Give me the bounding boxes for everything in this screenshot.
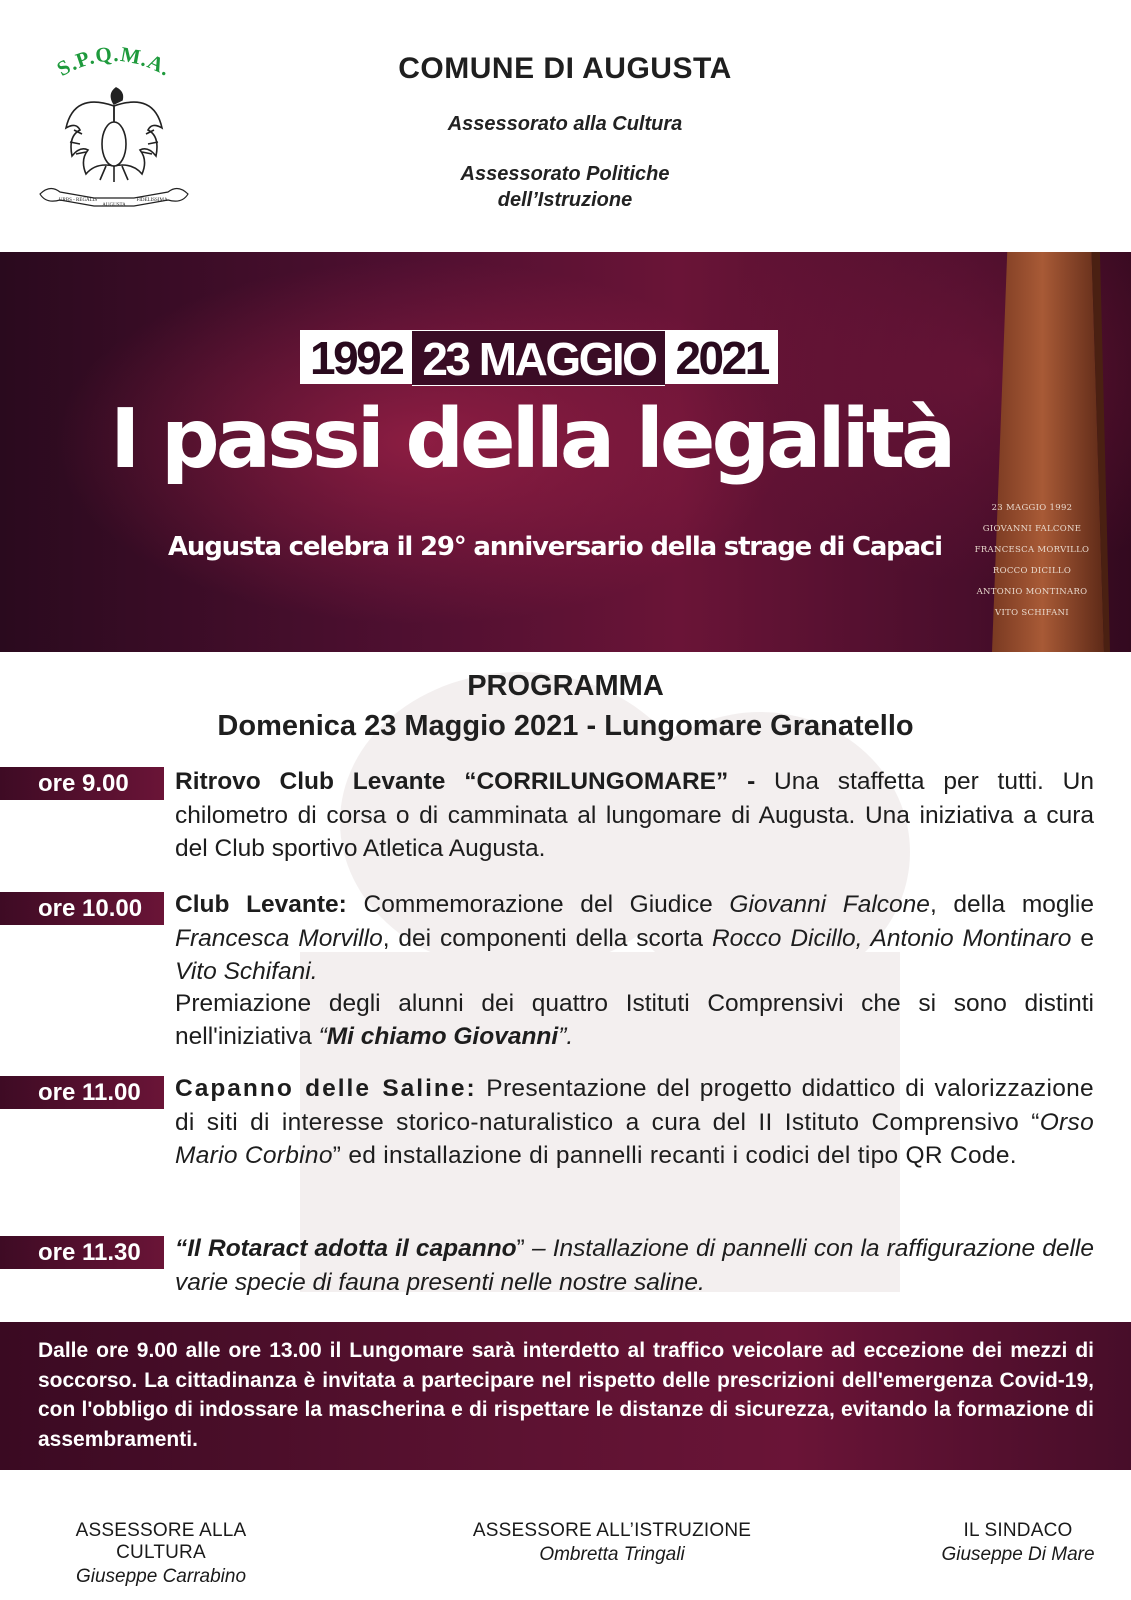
year-start-box: 1992 bbox=[300, 330, 412, 384]
program-title: PROGRAMMA bbox=[467, 670, 664, 702]
notice-text: Dalle ore 9.00 alle ore 13.00 il Lungomare sarà interdetto al traffico veicolare ad eccezione dei mezzi di soccorso. La cittadinanza è invitata a partecipare nel rispetto delle prescrizioni dell'emergenza Covid-19, con l'obbligo di indossare la mascherina e di rispettare le distanze di sicurezza, evitando la formazione di assembramenti. bbox=[38, 1339, 1094, 1451]
event-description bbox=[175, 1232, 1094, 1299]
signature-cultura bbox=[36, 1520, 286, 1588]
event-heading: “Il Rotaract adotta il capanno bbox=[175, 1235, 517, 1262]
time-badge: ore 11.00 bbox=[0, 1076, 164, 1109]
time-badge: ore 9.00 bbox=[0, 767, 164, 800]
person-name: Francesca Morvillo bbox=[175, 924, 383, 952]
logo-ribbon-mid: AUGUSTA bbox=[102, 203, 126, 208]
person-name: Vito Schifani. bbox=[175, 958, 318, 985]
event-body: e bbox=[1071, 924, 1094, 952]
event-body: – Installazione di pannelli con la raffigurazione delle varie specie di fauna presenti nelle nostre saline. bbox=[175, 1235, 1094, 1296]
initiative-name: Mi chiamo Giovanni bbox=[326, 1023, 559, 1050]
header-assessorato-istruzione-1: Assessorato Politiche bbox=[460, 163, 670, 185]
signature-role: ASSESSORE ALL’ISTRUZIONE bbox=[472, 1520, 752, 1541]
event-heading: Capanno delle Saline: bbox=[175, 1075, 477, 1102]
quote-mark: ” bbox=[516, 1235, 525, 1262]
signature-name: Ombretta Tringali bbox=[539, 1544, 685, 1565]
event-body: Una staffetta per tutti. Un chilometro di corsa o di camminata al lungomare di Augusta. Una iniziativa a cura del Club sportivo Atletica Augusta. bbox=[175, 768, 1094, 862]
banner-subtitle: Augusta celebra il 29° anniversario della strage di Capaci bbox=[168, 532, 942, 562]
school-name: Orso Mario Corbino bbox=[175, 1108, 1094, 1169]
year-end-box: 2021 bbox=[665, 330, 777, 384]
comune-logo bbox=[34, 44, 194, 220]
inscription-line: 23 MAGGIO 1992 bbox=[991, 503, 1073, 513]
quote-mark: “ bbox=[318, 1023, 327, 1050]
signature-sindaco bbox=[928, 1520, 1108, 1566]
event-description bbox=[175, 765, 1094, 866]
event-paragraph-2 bbox=[175, 987, 1094, 1054]
inscription-line: ROCCO DICILLO bbox=[992, 566, 1072, 576]
inscription-line: ANTONIO MONTINARO bbox=[976, 587, 1088, 597]
logo-ribbon-left: URBS - REGALIS bbox=[58, 198, 98, 203]
inscription-line: FRANCESCA MORVILLO bbox=[974, 545, 1090, 555]
event-body: Commemorazione del Giudice bbox=[346, 891, 730, 918]
program-subtitle: Domenica 23 Maggio 2021 - Lungomare Granatello bbox=[217, 710, 914, 742]
person-name: Rocco Dicillo, Antonio Montinaro bbox=[711, 924, 1072, 952]
event-heading: Ritrovo Club Levante “CORRILUNGOMARE” - bbox=[175, 768, 756, 795]
eagle-icon bbox=[66, 88, 162, 182]
event-body: ” ed installazione di pannelli recanti i codici del tipo QR Code. bbox=[332, 1142, 1017, 1169]
time-badge: ore 11.30 bbox=[0, 1236, 164, 1269]
signature-role: IL SINDACO bbox=[963, 1520, 1073, 1541]
header-assessorato-istruzione-2: dell’Istruzione bbox=[497, 189, 633, 211]
inscription-line: VITO SCHIFANI bbox=[995, 608, 1069, 618]
event-body: , della moglie bbox=[929, 891, 1094, 918]
event-description bbox=[175, 1072, 1094, 1173]
signature-name: Giuseppe Di Mare bbox=[941, 1544, 1095, 1565]
date-box: 23 MAGGIO bbox=[412, 330, 665, 386]
logo-text: S.P.Q.M.A. bbox=[52, 44, 176, 81]
event-body: , dei componenti della scorta bbox=[382, 924, 712, 952]
header-assessorato-cultura: Assessorato alla Cultura bbox=[447, 113, 683, 135]
event-body: Presentazione del progetto didattico di valorizzazione di siti di interesse storico-naturalistico a cura del II Istituto Comprensivo “ bbox=[175, 1075, 1094, 1136]
monument-inscription bbox=[972, 498, 1092, 624]
traffic-notice bbox=[0, 1322, 1131, 1470]
quote-mark: ”. bbox=[558, 1023, 574, 1050]
banner-title: I passi della legalità bbox=[110, 392, 953, 487]
signature-role: ASSESSORE ALLA CULTURA bbox=[75, 1520, 247, 1563]
person-name: Giovanni Falcone bbox=[729, 891, 930, 918]
event-body: Premiazione degli alunni dei quattro Istituti Comprensivi che si sono distinti nell'iniziativa bbox=[175, 989, 1094, 1050]
time-badge: ore 10.00 bbox=[0, 892, 164, 925]
event-description bbox=[175, 888, 1094, 1054]
event-banner bbox=[0, 252, 1131, 652]
header-title: COMUNE DI AUGUSTA bbox=[398, 52, 732, 85]
signature-name: Giuseppe Carrabino bbox=[75, 1566, 247, 1587]
logo-ribbon-right: FIDELISSIMA bbox=[136, 198, 168, 203]
date-row bbox=[300, 330, 778, 384]
event-heading: Club Levante: bbox=[175, 891, 347, 918]
signature-istruzione bbox=[472, 1520, 752, 1566]
inscription-line: GIOVANNI FALCONE bbox=[982, 524, 1082, 534]
